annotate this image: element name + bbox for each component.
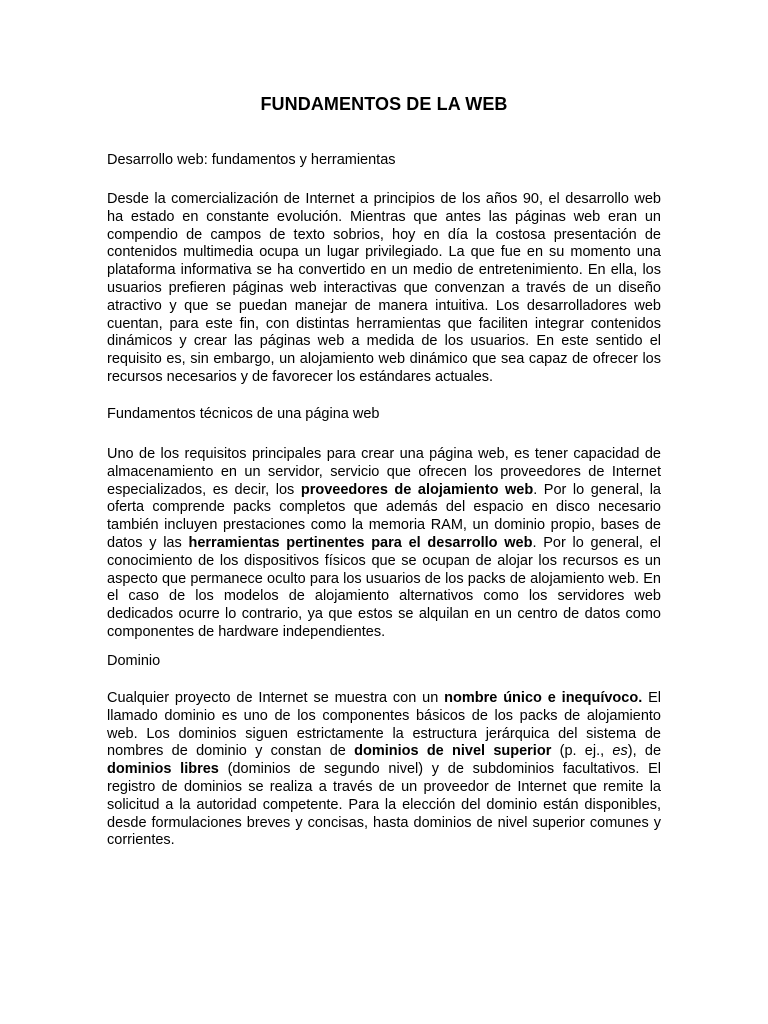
section-heading-dominio: Dominio (107, 653, 161, 669)
bold-term: nombre único e inequívoco. (444, 690, 643, 706)
paragraph-text: . Por lo general, la oferta comprende packs completos que además del espacio en disco necesario también incluyen prestaciones como la memoria RAM, un dominio propio, bases de datos y las (107, 481, 661, 551)
paragraph-text: Cualquier proyecto de Internet se muestra con un (107, 690, 445, 706)
bold-term: herramientas pertinentes para el desarrollo web (188, 534, 533, 551)
bold-term: proveedores de alojamiento web (300, 481, 534, 498)
bold-term: dominios de nivel superior (354, 743, 552, 760)
paragraph-text: (dominios de segundo nivel) y de subdominios facultativos. El registro de dominios se realiza a través de un proveedor de Internet que remite la solicitud a la autoridad competente. Para la elección del dominio están disponibles, desde formulaciones breves y concisas, hasta dominios de nivel superior comunes y corrientes. (107, 761, 661, 849)
paragraph-text: (p. ej., (551, 743, 613, 760)
document-title: FUNDAMENTOS DE LA WEB (260, 94, 508, 114)
italic-term: es (612, 743, 628, 760)
paragraph-text: . Por lo general, el conocimiento de los dispositivos físicos que se ocupan de alojar los recursos es un aspecto que permanece oculto para los usuarios de los packs de alojamiento web. En el caso de los modelos de alojamiento alternativos como los servidores web dedicados ocurre lo contrario, ya que estos se alquilan en un centro de datos como componentes de hardware independientes. (107, 534, 661, 640)
section-paragraph-dominio (107, 690, 661, 850)
section-paragraph-fundamentos-tecnicos (107, 446, 661, 642)
paragraph-text: Uno de los requisitos principales para crear una página web, es tener capacidad de almacenamiento en un servidor, servicio que ofrecen los proveedores de Internet especializados, es decir, los (107, 446, 661, 498)
paragraph-text: ), de (627, 743, 662, 760)
paragraph-text: Desde la comercialización de Internet a principios de los años 90, el desarrollo web ha estado en constante evolución. Mientras que antes las páginas web eran un compendio de campos de texto sobrios, hoy en día la costosa presentación de contenidos multimedia ocupa un lugar privilegiado. La que fue en su momento una plataforma informativa se ha convertido en un medio de entretenimiento. En ella, los usuarios prefieren páginas web interactivas que convenzan a través de un diseño atractivo y que se puedan manejar de manera intuitiva. Los desarrolladores web cuentan, para este fin, con distintas herramientas que faciliten integrar contenidos dinámicos y crear las páginas web a medida de los usuarios. En este sentido el requisito es, sin embargo, un alojamiento web dinámico que sea capaz de ofrecer los recursos necesarios y de favorecer los estándares actuales. (107, 191, 661, 385)
section-heading-fundamentos-tecnicos: Fundamentos técnicos de una página web (107, 406, 380, 422)
section-heading-desarrollo: Desarrollo web: fundamentos y herramientas (107, 152, 396, 168)
section-paragraph-desarrollo (107, 191, 661, 387)
paragraph-text: El llamado dominio es uno de los componentes básicos de los packs de alojamiento web. Los dominios siguen estrictamente la estructura jerárquica del sistema de nombres de dominio y constan de (107, 690, 661, 760)
bold-term: dominios libres (107, 761, 219, 778)
